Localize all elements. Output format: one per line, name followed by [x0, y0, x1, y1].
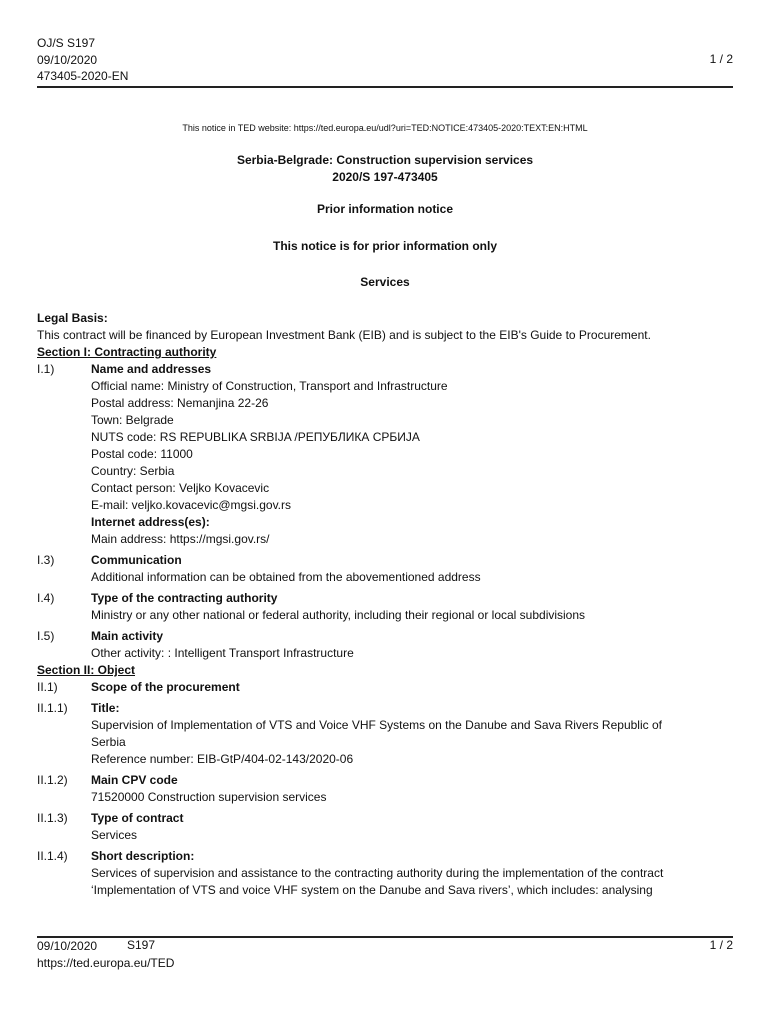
footer-series: S197 [127, 938, 156, 952]
ted-url-line[interactable]: This notice in TED website: https://ted.europa.eu/udl?uri=TED:NOTICE:473405-2020:TEXT:EN:HTML [182, 123, 588, 133]
section-1-heading: Section I: Contracting authority [37, 345, 217, 359]
item-label: Short description: [91, 849, 195, 863]
item-number: I.3) [37, 553, 55, 567]
item-number: I.5) [37, 629, 55, 643]
item-text: 71520000 Construction supervision services [91, 790, 327, 804]
item-text: Services [91, 828, 138, 842]
reference-number: Reference number: EIB-GtP/404-02-143/2020-06 [91, 752, 354, 766]
postal-address: Postal address: Nemanjina 22-26 [91, 396, 269, 410]
section-ii14 [37, 848, 733, 899]
email-link[interactable]: E-mail: veljko.kovacevic@mgsi.gov.rs [91, 498, 292, 512]
official-name: Official name: Ministry of Construction, Transport and Infrastructure [91, 379, 448, 393]
item-text: Additional information can be obtained from the abovementioned address [91, 570, 481, 584]
item-number: II.1) [37, 680, 58, 694]
notice-id: 473405-2020-EN [37, 69, 129, 83]
section-ii1 [37, 679, 733, 696]
footer-page-number: 1 / 2 [709, 938, 733, 952]
legal-basis-label: Legal Basis: [37, 311, 108, 325]
item-label: Communication [91, 553, 182, 567]
item-label: Name and addresses [91, 362, 212, 376]
header-divider [37, 86, 733, 88]
postal-code: Postal code: 11000 [91, 447, 193, 461]
item-number: II.1.1) [37, 701, 68, 715]
footer-site-link[interactable]: https://ted.europa.eu/TED [37, 956, 175, 970]
item-number: I.4) [37, 591, 55, 605]
oj-reference: OJ/S S197 [37, 36, 96, 50]
nuts-code: NUTS code: RS REPUBLIKA SRBIJA /РЕПУБЛИКА СРБИЈА [91, 430, 420, 444]
item-text: Ministry or any other national or federal authority, including their regional or local subdivisions [91, 608, 586, 622]
item-label: Title: [91, 701, 120, 715]
title-text-line1: Supervision of Implementation of VTS and Voice VHF Systems on the Danube and Sava Rivers Republic of [91, 718, 662, 732]
item-number: I.1) [37, 362, 55, 376]
section-i1 [37, 361, 733, 548]
notice-number: 2020/S 197-473405 [332, 170, 438, 184]
description-line2: ‘Implementation of VTS and voice VHF system on the Danube and Sava rivers’, which includes: analysing [91, 883, 653, 897]
description-line1: Services of supervision and assistance to the contracting authority during the implementation of the contract [91, 866, 664, 880]
section-i5 [37, 628, 733, 662]
town: Town: Belgrade [91, 413, 174, 427]
item-number: II.1.3) [37, 811, 68, 825]
item-number: II.1.2) [37, 773, 68, 787]
internet-addresses-label: Internet address(es): [91, 515, 210, 529]
contact-person: Contact person: Veljko Kovacevic [91, 481, 270, 495]
country: Country: Serbia [91, 464, 175, 478]
publication-date: 09/10/2020 [37, 52, 98, 67]
document-header [37, 35, 128, 85]
item-label: Type of contract [91, 811, 184, 825]
notice-category: Services [360, 275, 410, 289]
item-label: Type of the contracting authority [91, 591, 278, 605]
footer-date: 09/10/2020 [37, 939, 98, 953]
notice-body [37, 310, 733, 899]
page-number: 1 / 2 [709, 52, 733, 66]
item-text: Other activity: : Intelligent Transport Infrastructure [91, 646, 354, 660]
item-number: II.1.4) [37, 849, 68, 863]
section-i3 [37, 552, 733, 586]
notice-purpose: This notice is for prior information only [272, 239, 497, 253]
notice-type: Prior information notice [316, 202, 453, 216]
section-ii11 [37, 700, 733, 768]
item-label: Scope of the procurement [91, 680, 240, 694]
item-label: Main CPV code [91, 773, 178, 787]
notice-title: Serbia-Belgrade: Construction supervision services [236, 153, 534, 167]
main-address-link[interactable]: Main address: https://mgsi.gov.rs/ [91, 532, 270, 546]
section-ii13 [37, 810, 733, 844]
legal-basis-text: This contract will be financed by European Investment Bank (EIB) and is subject to the EIB's Guide to Procurement. [37, 328, 651, 342]
section-2-heading: Section II: Object [37, 663, 136, 677]
section-ii12 [37, 772, 733, 806]
title-text-line2: Serbia [91, 735, 126, 749]
section-i4 [37, 590, 733, 624]
item-label: Main activity [91, 629, 164, 643]
